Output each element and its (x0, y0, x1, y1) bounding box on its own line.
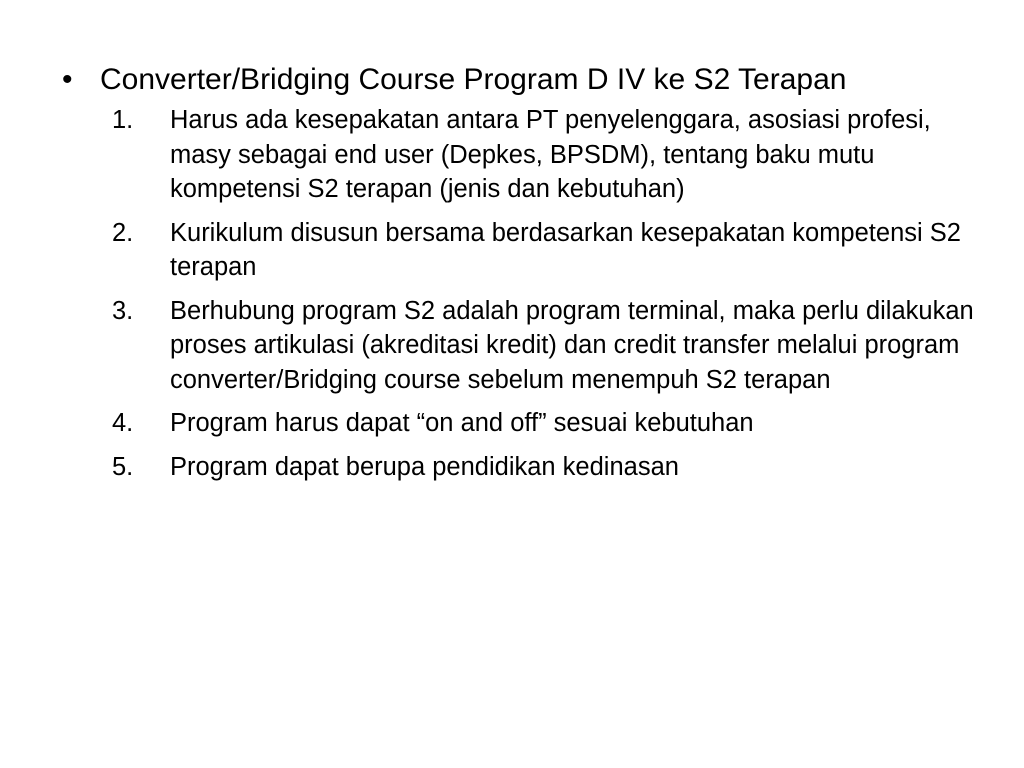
item-text: Program dapat berupa pendidikan kedinasan (170, 452, 679, 481)
item-number: 2. (112, 218, 134, 247)
list-item (112, 294, 992, 398)
main-bullet-text: Converter/Bridging Course Program D IV ke S2 Terapan (100, 63, 847, 96)
item-number: 5. (112, 452, 134, 481)
item-text: Harus ada kesepakatan antara PT penyelenggara, asosiasi profesi, masy sebagai end user (Depkes, BPSDM), tentang baku mutu kompetensi S2 terapan (jenis dan kebutuhan) (170, 106, 931, 203)
item-number: 1. (112, 106, 134, 134)
item-text: Kurikulum disusun bersama berdasarkan kesepakatan kompetensi S2 terapan (170, 218, 961, 281)
item-number: 3. (112, 296, 134, 325)
item-text: Program harus dapat “on and off” sesuai kebutuhan (170, 409, 754, 437)
numbered-list (62, 103, 992, 484)
list-item (112, 103, 992, 207)
item-text: Berhubung program S2 adalah program terminal, maka perlu dilakukan proses artikulasi (akreditasi kredit) dan credit transfer melalui program converter/Bridging course sebelum menempuh S2 terapan (170, 296, 974, 394)
list-item (112, 450, 992, 485)
list-item (112, 216, 992, 285)
list-item (112, 406, 992, 441)
slide-content (62, 62, 992, 493)
main-bullet (62, 62, 992, 97)
item-number: 4. (112, 409, 134, 437)
bullet-dot-icon: • (62, 63, 73, 96)
